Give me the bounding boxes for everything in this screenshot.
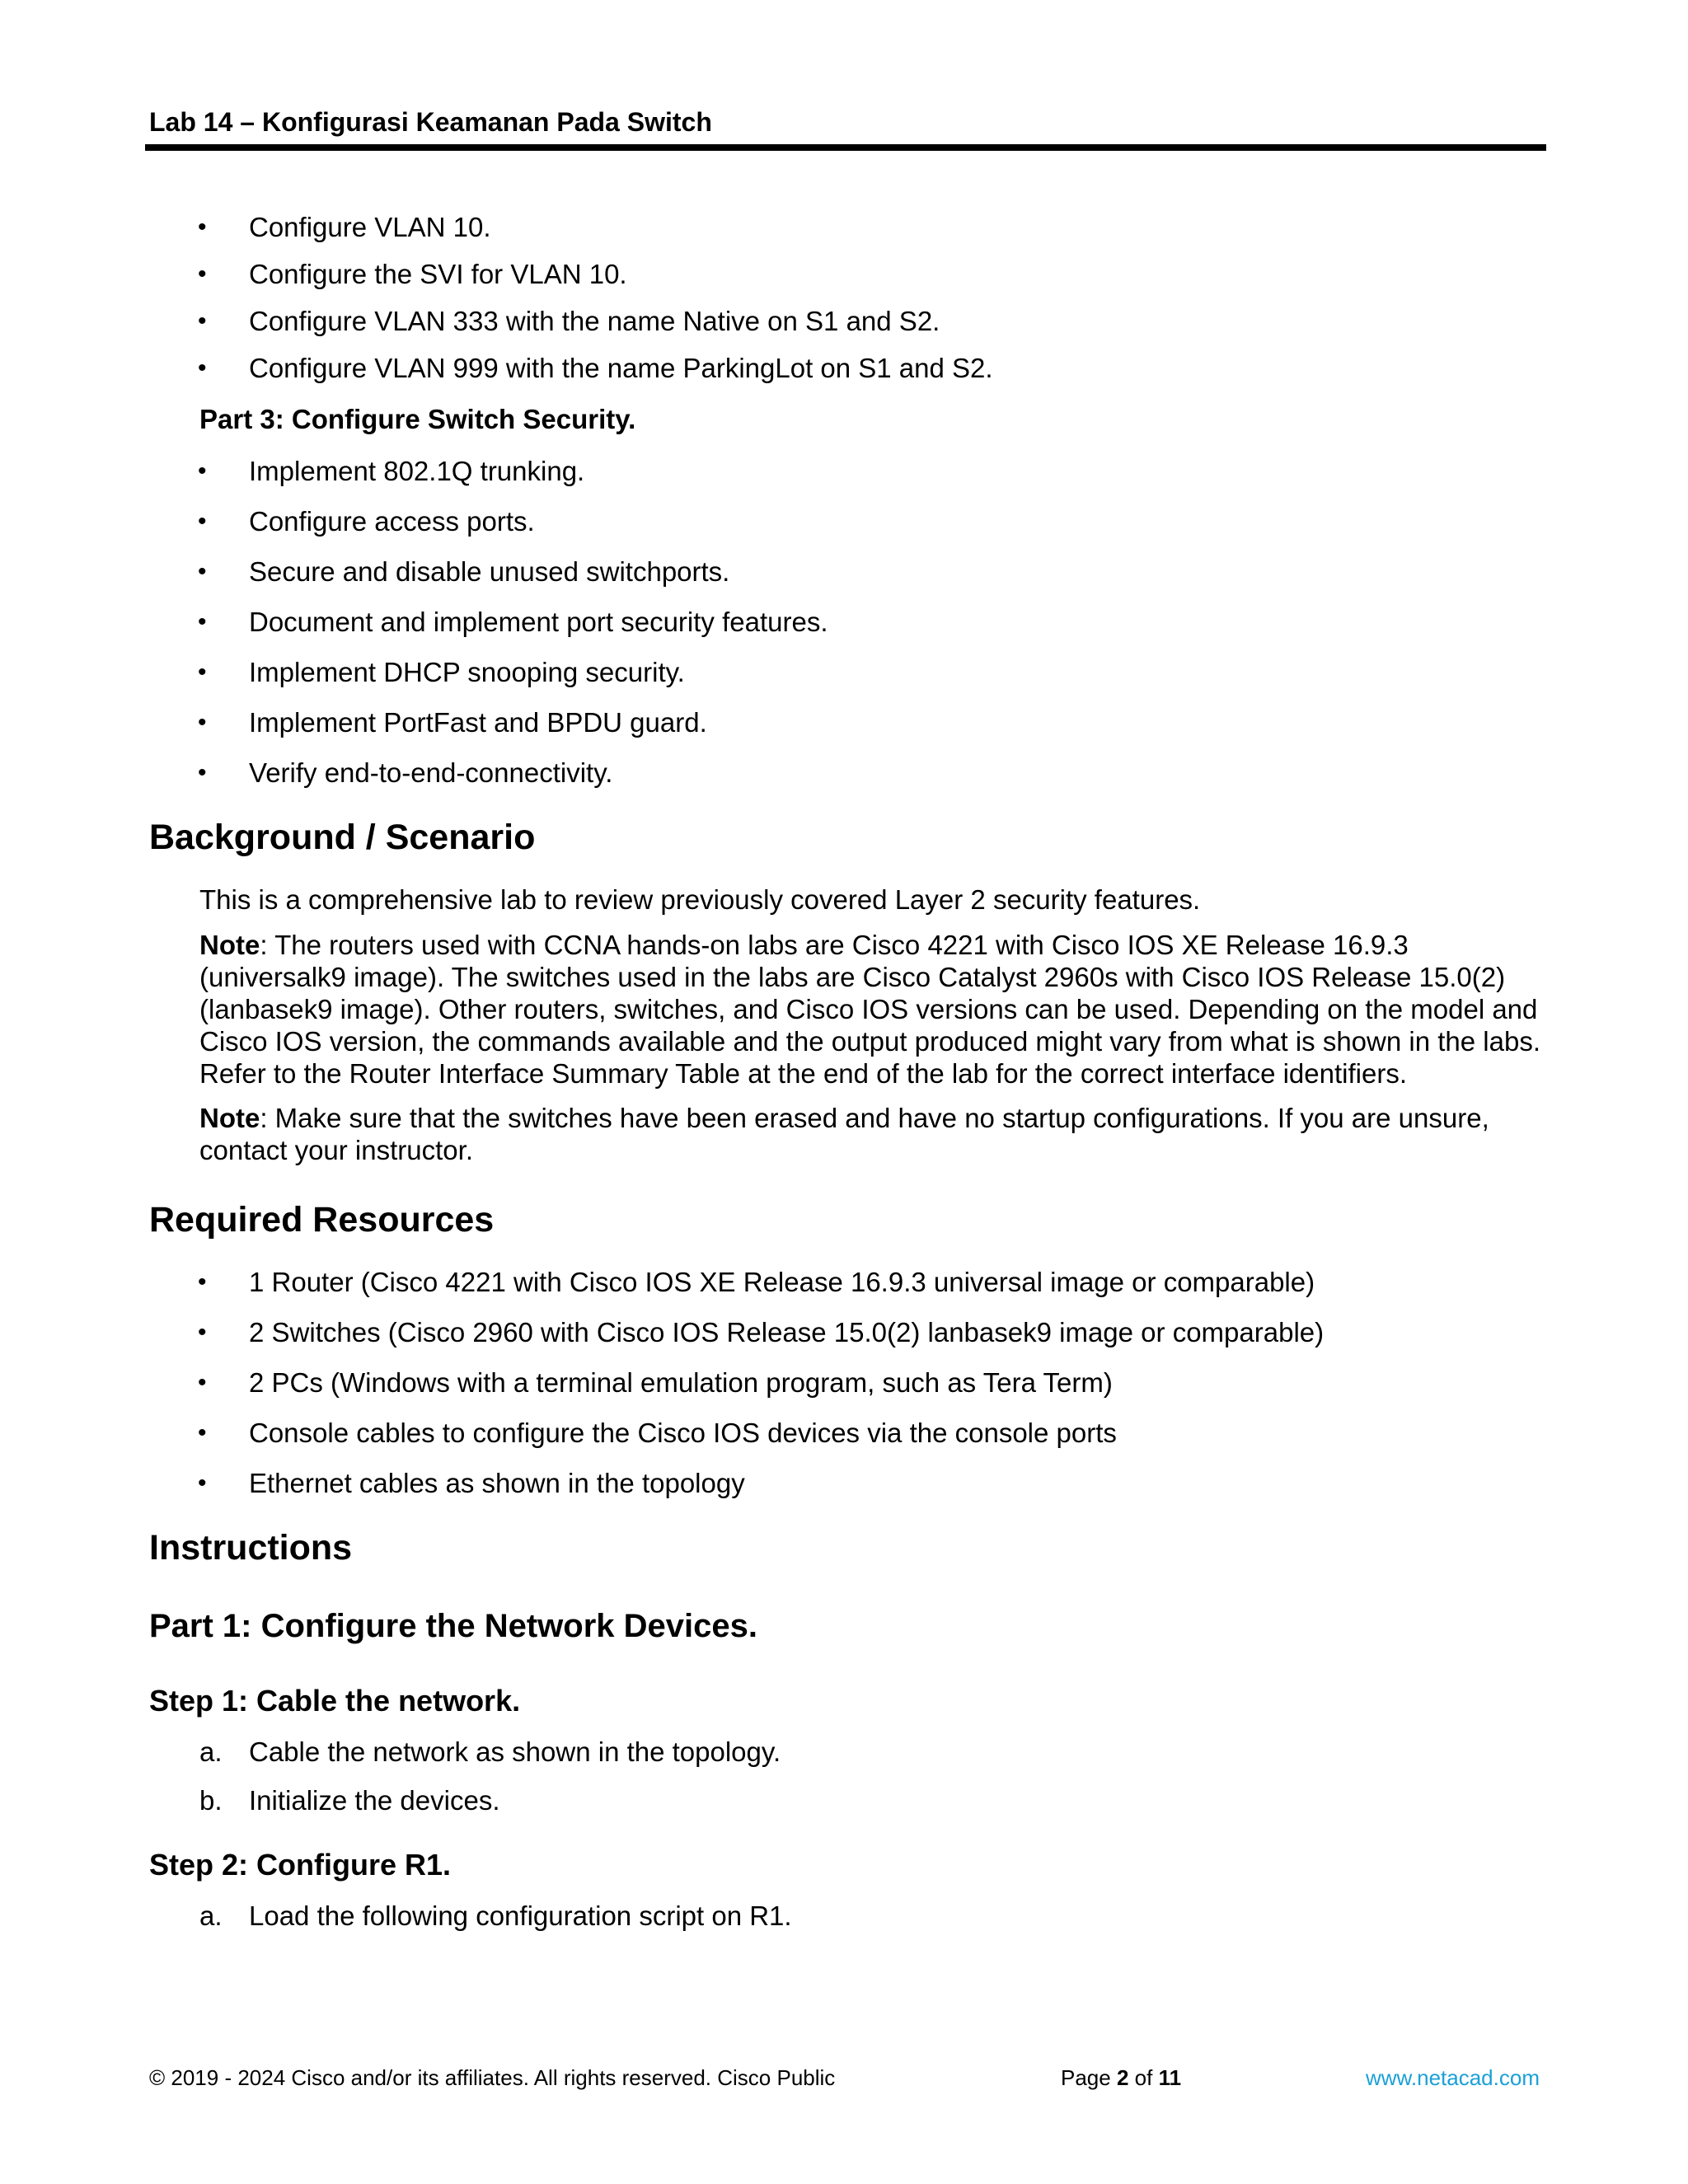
bullet-icon: •: [198, 558, 207, 585]
step1-heading: Step 1: Cable the network.: [149, 1684, 521, 1718]
list-item: • Configure access ports.: [198, 506, 535, 537]
list-item: • Ethernet cables as shown in the topology: [198, 1468, 745, 1498]
list-item: • Configure VLAN 10.: [198, 212, 491, 242]
note-paragraph: [199, 1102, 1551, 1166]
list-item: • 2 Switches (Cisco 2960 with Cisco IOS Release 15.0(2) lanbasek9 image or comparable): [198, 1317, 1325, 1347]
step2-list: [0, 1900, 1688, 1948]
background-heading: Background / Scenario: [149, 818, 536, 857]
part3-heading: Part 3: Configure Switch Security.: [199, 404, 636, 434]
list-item: b. Initialize the devices.: [199, 1785, 500, 1816]
header-rule: [145, 144, 1546, 151]
list-item: a. Load the following configuration script on R1.: [199, 1900, 792, 1931]
list-item: • Implement PortFast and BPDU guard.: [198, 707, 707, 738]
footer-website-link[interactable]: www.netacad.com: [1366, 2065, 1540, 2090]
list-item: • Configure VLAN 333 with the name Native on S1 and S2.: [198, 306, 940, 336]
step2-heading: Step 2: Configure R1.: [149, 1848, 452, 1882]
note-label: Note: [199, 1103, 260, 1133]
list-item: • Implement 802.1Q trunking.: [198, 456, 585, 486]
bullet-icon: •: [198, 1419, 207, 1446]
bullet-icon: •: [198, 658, 207, 686]
list-item: • Implement DHCP snooping security.: [198, 657, 685, 687]
bullet-icon: •: [198, 213, 207, 241]
bullet-icon: •: [198, 608, 207, 635]
bullet-icon: •: [198, 759, 207, 786]
page-header-title: Lab 14 – Konfigurasi Keamanan Pada Switch: [149, 107, 712, 137]
bullet-icon: •: [198, 508, 207, 535]
note-paragraph: [199, 929, 1551, 1090]
note-text: : Make sure that the switches have been erased and have no startup configurations. If you are unsure, contact your instructor.: [199, 1103, 1489, 1165]
list-item: • 1 Router (Cisco 4221 with Cisco IOS XE Release 16.9.3 universal image or comparable): [198, 1267, 1315, 1297]
bullet-icon: •: [198, 1369, 207, 1396]
list-item: • Document and implement port security features.: [198, 607, 828, 637]
part3-bullet-list: [0, 455, 1688, 807]
note-text: : The routers used with CCNA hands-on labs are Cisco 4221 with Cisco IOS XE Release 16.9.3 (universalk9 image). The switches used in the labs are Cisco Catalyst 2960s with Cisco IOS Release 15.0(2) (lanbasek9 image). Other routers, switches, and Cisco IOS versions can be used. Depending on the model and Cisco IOS version, the commands available and the output produced might vary from what is shown in the labs. Refer to the Router Interface Summary Table at the end of the lab for the correct interface identifiers.: [199, 930, 1540, 1089]
bullet-icon: •: [198, 307, 207, 335]
bullet-icon: •: [198, 354, 207, 382]
required-resources-heading: Required Resources: [149, 1200, 495, 1240]
list-item: • 2 PCs (Windows with a terminal emulation program, such as Tera Term): [198, 1367, 1113, 1398]
footer-copyright: © 2019 - 2024 Cisco and/or its affiliates. All rights reserved. Cisco Public: [149, 2065, 836, 2090]
list-item: • Verify end-to-end-connectivity.: [198, 757, 613, 788]
background-intro: This is a comprehensive lab to review previously covered Layer 2 security features.: [199, 884, 1201, 915]
top-bullet-list: [0, 211, 1688, 399]
bullet-icon: •: [198, 457, 207, 485]
list-item: • Configure the SVI for VLAN 10.: [198, 259, 627, 289]
footer-page-number: Page 2 of 11: [1061, 2065, 1182, 2090]
bullet-icon: •: [198, 1469, 207, 1497]
instructions-heading: Instructions: [149, 1528, 353, 1568]
bullet-icon: •: [198, 260, 207, 288]
bullet-icon: •: [198, 709, 207, 736]
bullet-icon: •: [198, 1268, 207, 1296]
list-item: • Secure and disable unused switchports.: [198, 556, 730, 587]
list-item: a. Cable the network as shown in the topology.: [199, 1736, 781, 1767]
list-item: • Configure VLAN 999 with the name ParkingLot on S1 and S2.: [198, 353, 993, 383]
note-label: Note: [199, 930, 260, 960]
bullet-icon: •: [198, 1319, 207, 1346]
step1-list: [0, 1736, 1688, 1833]
list-item: • Console cables to configure the Cisco IOS devices via the console ports: [198, 1418, 1117, 1448]
part1-heading: Part 1: Configure the Network Devices.: [149, 1608, 757, 1644]
resources-list: [0, 1266, 1688, 1517]
